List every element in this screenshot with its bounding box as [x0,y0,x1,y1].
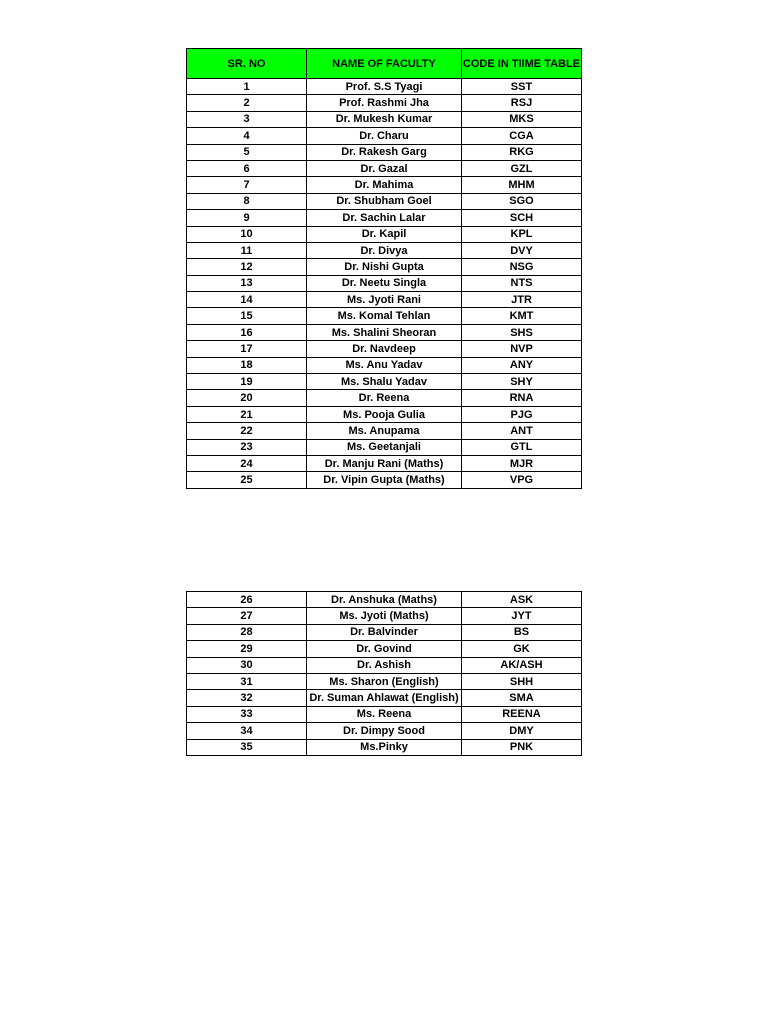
sr-no-cell: 35 [187,739,307,755]
table-row [187,423,582,439]
table-row [187,193,582,209]
faculty-name-cell: Ms. Sharon (English) [307,673,462,689]
timetable-code-cell: ANY [462,357,582,373]
faculty-name-cell: Prof. S.S Tyagi [307,79,462,95]
faculty-name-cell: Ms.Pinky [307,739,462,755]
table-row [187,79,582,95]
sr-no-cell: 16 [187,324,307,340]
faculty-name-cell: Dr. Govind [307,641,462,657]
faculty-name-cell: Ms. Pooja Gulia [307,406,462,422]
table-row [187,144,582,160]
table-row [187,455,582,471]
timetable-code-cell: MHM [462,177,582,193]
timetable-code-cell: ASK [462,592,582,608]
sr-no-cell: 17 [187,341,307,357]
sr-no-cell: 22 [187,423,307,439]
timetable-code-cell: GZL [462,160,582,176]
timetable-code-cell: GK [462,641,582,657]
table-row [187,706,582,722]
header-faculty-name: NAME OF FACULTY [307,49,462,79]
timetable-code-cell: ANT [462,423,582,439]
timetable-code-cell: RSJ [462,95,582,111]
faculty-name-cell: Ms. Jyoti Rani [307,292,462,308]
faculty-name-cell: Ms. Shalini Sheoran [307,324,462,340]
faculty-name-cell: Dr. Kapil [307,226,462,242]
sr-no-cell: 11 [187,242,307,258]
timetable-code-cell: BS [462,624,582,640]
timetable-code-cell: VPG [462,472,582,488]
faculty-name-cell: Dr. Nishi Gupta [307,259,462,275]
sr-no-cell: 15 [187,308,307,324]
sr-no-cell: 29 [187,641,307,657]
sr-no-cell: 30 [187,657,307,673]
faculty-name-cell: Dr. Anshuka (Maths) [307,592,462,608]
timetable-code-cell: KPL [462,226,582,242]
sr-no-cell: 33 [187,706,307,722]
table-row [187,275,582,291]
faculty-name-cell: Dr. Dimpy Sood [307,723,462,739]
timetable-code-cell: RKG [462,144,582,160]
table-row [187,739,582,755]
sr-no-cell: 2 [187,95,307,111]
faculty-name-cell: Dr. Gazal [307,160,462,176]
faculty-table-continued [186,591,582,756]
timetable-code-cell: SST [462,79,582,95]
faculty-table-primary [186,48,582,489]
faculty-name-cell: Ms. Anupama [307,423,462,439]
sr-no-cell: 18 [187,357,307,373]
faculty-name-cell: Ms. Anu Yadav [307,357,462,373]
table-row [187,439,582,455]
timetable-code-cell: SHY [462,374,582,390]
table-row [187,472,582,488]
faculty-name-cell: Ms. Shalu Yadav [307,374,462,390]
sr-no-cell: 26 [187,592,307,608]
table-row [187,341,582,357]
faculty-name-cell: Dr. Shubham Goel [307,193,462,209]
faculty-name-cell: Dr. Ashish [307,657,462,673]
table-row [187,177,582,193]
faculty-table-body [187,79,582,489]
sr-no-cell: 6 [187,160,307,176]
timetable-code-cell: GTL [462,439,582,455]
faculty-name-cell: Dr. Divya [307,242,462,258]
faculty-name-cell: Dr. Mahima [307,177,462,193]
timetable-code-cell: RNA [462,390,582,406]
header-timetable-code: CODE IN TIIME TABLE [462,49,582,79]
table-row [187,374,582,390]
timetable-code-cell: NVP [462,341,582,357]
timetable-code-cell: SCH [462,210,582,226]
sr-no-cell: 1 [187,79,307,95]
table-row [187,624,582,640]
table-row [187,160,582,176]
sr-no-cell: 3 [187,111,307,127]
table-row [187,128,582,144]
sr-no-cell: 5 [187,144,307,160]
sr-no-cell: 28 [187,624,307,640]
table-row [187,690,582,706]
faculty-name-cell: Dr. Vipin Gupta (Maths) [307,472,462,488]
sr-no-cell: 4 [187,128,307,144]
sr-no-cell: 21 [187,406,307,422]
table-row [187,308,582,324]
timetable-code-cell: MKS [462,111,582,127]
table-row [187,242,582,258]
table-row [187,111,582,127]
table-row [187,390,582,406]
sr-no-cell: 31 [187,673,307,689]
timetable-code-cell: AK/ASH [462,657,582,673]
table-row [187,357,582,373]
timetable-code-cell: SMA [462,690,582,706]
timetable-code-cell: KMT [462,308,582,324]
table-row [187,608,582,624]
sr-no-cell: 13 [187,275,307,291]
sr-no-cell: 9 [187,210,307,226]
sr-no-cell: 10 [187,226,307,242]
table-row [187,226,582,242]
sr-no-cell: 12 [187,259,307,275]
faculty-name-cell: Dr. Balvinder [307,624,462,640]
header-sr-no: SR. NO [187,49,307,79]
faculty-name-cell: Dr. Mukesh Kumar [307,111,462,127]
table-row [187,210,582,226]
faculty-name-cell: Dr. Manju Rani (Maths) [307,455,462,471]
timetable-code-cell: DMY [462,723,582,739]
sr-no-cell: 20 [187,390,307,406]
table-row [187,673,582,689]
faculty-name-cell: Ms. Reena [307,706,462,722]
faculty-name-cell: Ms. Komal Tehlan [307,308,462,324]
timetable-code-cell: SGO [462,193,582,209]
timetable-code-cell: JYT [462,608,582,624]
timetable-code-cell: NSG [462,259,582,275]
timetable-code-cell: PNK [462,739,582,755]
table-row [187,259,582,275]
timetable-code-cell: JTR [462,292,582,308]
faculty-name-cell: Dr. Neetu Singla [307,275,462,291]
sr-no-cell: 14 [187,292,307,308]
faculty-name-cell: Dr. Navdeep [307,341,462,357]
timetable-code-cell: SHH [462,673,582,689]
faculty-name-cell: Dr. Sachin Lalar [307,210,462,226]
table-row [187,641,582,657]
sr-no-cell: 23 [187,439,307,455]
table-row [187,592,582,608]
timetable-code-cell: MJR [462,455,582,471]
faculty-name-cell: Dr. Reena [307,390,462,406]
table-header-row [187,49,582,79]
timetable-code-cell: SHS [462,324,582,340]
table-row [187,657,582,673]
faculty-name-cell: Dr. Rakesh Garg [307,144,462,160]
timetable-code-cell: REENA [462,706,582,722]
table-row [187,406,582,422]
table-row [187,292,582,308]
timetable-code-cell: NTS [462,275,582,291]
sr-no-cell: 24 [187,455,307,471]
table-row [187,324,582,340]
faculty-name-cell: Dr. Suman Ahlawat (English) [307,690,462,706]
faculty-name-cell: Ms. Geetanjali [307,439,462,455]
faculty-name-cell: Dr. Charu [307,128,462,144]
timetable-code-cell: PJG [462,406,582,422]
sr-no-cell: 8 [187,193,307,209]
sr-no-cell: 7 [187,177,307,193]
faculty-name-cell: Ms. Jyoti (Maths) [307,608,462,624]
table-row [187,723,582,739]
sr-no-cell: 27 [187,608,307,624]
faculty-table-body [187,592,582,756]
sr-no-cell: 19 [187,374,307,390]
timetable-code-cell: CGA [462,128,582,144]
faculty-name-cell: Prof. Rashmi Jha [307,95,462,111]
table-row [187,95,582,111]
sr-no-cell: 34 [187,723,307,739]
timetable-code-cell: DVY [462,242,582,258]
sr-no-cell: 25 [187,472,307,488]
sr-no-cell: 32 [187,690,307,706]
